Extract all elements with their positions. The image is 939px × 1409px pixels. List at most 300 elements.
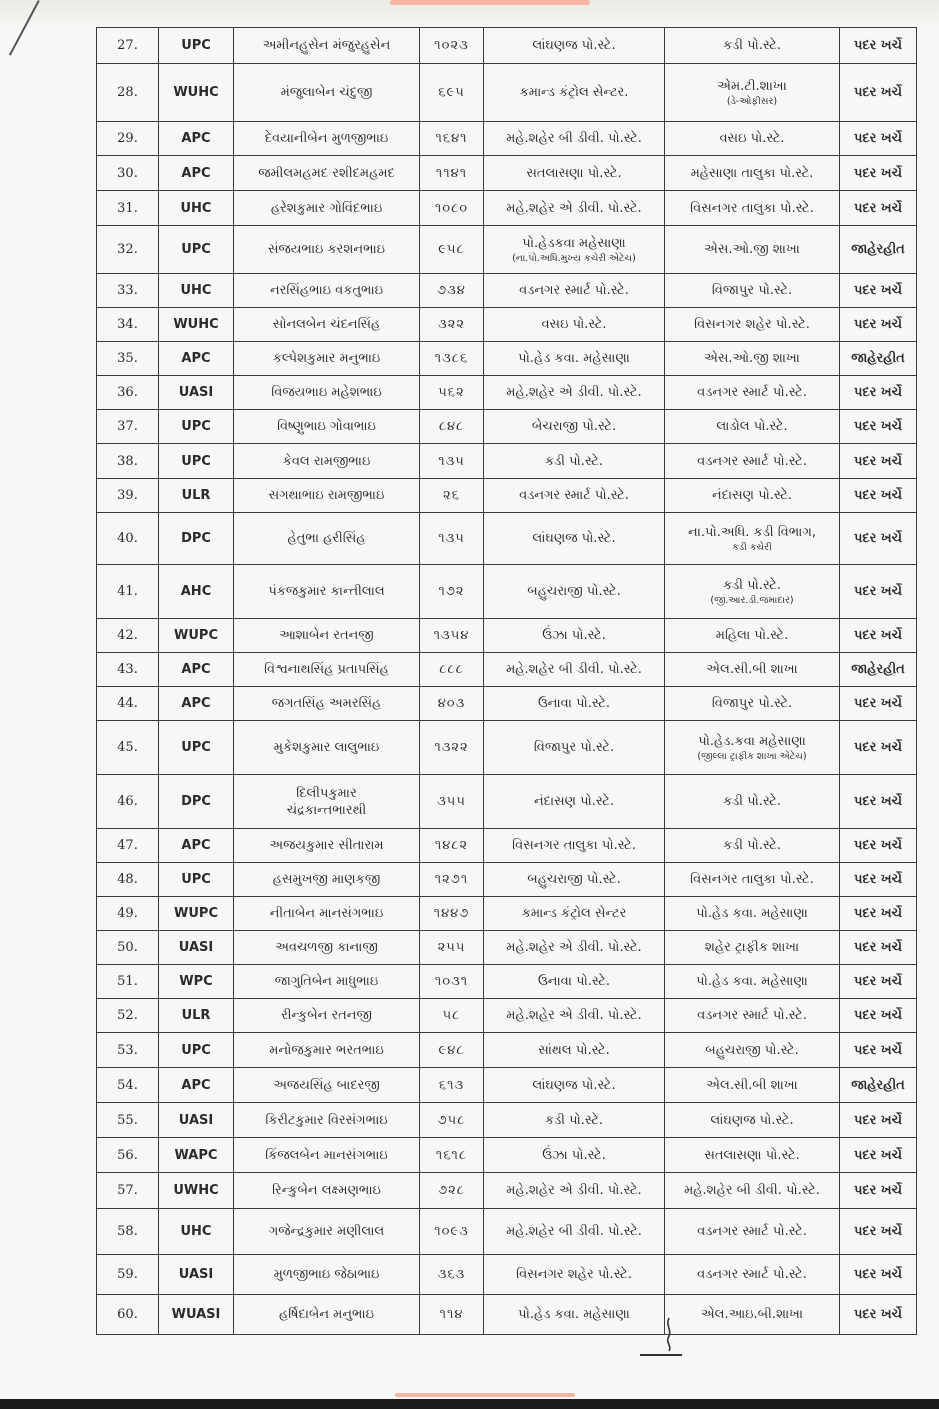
serial-number-cell bbox=[97, 1173, 159, 1209]
to-posting-cell bbox=[665, 1103, 840, 1138]
buckle-number-cell bbox=[420, 308, 484, 342]
to-posting-subline: (ડે-ઓફીસર) bbox=[726, 95, 778, 107]
serial-number-text: 32. bbox=[117, 242, 138, 257]
buckle-number-text: ૧૪૪૭ bbox=[433, 906, 470, 921]
to-posting-text: વડનગર સ્માર્ટ પો.સ્ટે. bbox=[697, 385, 807, 400]
buckle-number-text: ૭૨૮ bbox=[438, 1183, 465, 1198]
transfer-type-cell bbox=[840, 775, 917, 829]
to-posting-text: વડનગર સ્માર્ટ પો.સ્ટે. bbox=[697, 453, 807, 469]
to-posting-cell bbox=[665, 513, 840, 565]
to-posting-text: કડી પો.સ્ટે. bbox=[722, 577, 782, 593]
buckle-number-cell bbox=[420, 999, 484, 1033]
serial-number-cell bbox=[97, 619, 159, 653]
from-posting-text: વડનગર સ્માર્ટ પો.સ્ટે. bbox=[519, 488, 629, 503]
to-posting-cell bbox=[665, 1173, 840, 1209]
transfer-type-text: પદર ખર્ચે bbox=[853, 628, 903, 643]
table-row bbox=[97, 1033, 917, 1068]
transfer-type-cell bbox=[840, 28, 917, 64]
employee-name-cell bbox=[234, 619, 420, 653]
buckle-number-cell bbox=[420, 122, 484, 156]
to-posting-text: મહે.શહેર બી ડીવી. પો.સ્ટે. bbox=[684, 1183, 820, 1198]
transfer-type-text: પદર ખર્ચે bbox=[853, 85, 903, 100]
rank-text: APC bbox=[181, 838, 211, 853]
employee-name-cell bbox=[234, 1138, 420, 1173]
rank-text: DPC bbox=[181, 531, 211, 546]
from-posting-text: મહે.શહેર બી ડીવી. પો.સ્ટે. bbox=[506, 1224, 642, 1239]
from-posting-text: મહે.શહેર એ ડીવી. પો.સ્ટે. bbox=[506, 1008, 642, 1023]
rank-cell bbox=[159, 308, 234, 342]
serial-number-cell bbox=[97, 863, 159, 897]
rank-cell bbox=[159, 28, 234, 64]
rank-cell bbox=[159, 226, 234, 274]
to-posting-cell bbox=[665, 156, 840, 191]
to-posting-cell bbox=[665, 308, 840, 342]
from-posting-cell bbox=[484, 156, 665, 191]
buckle-number-text: ૮૮૮ bbox=[439, 662, 464, 677]
serial-number-text: 59. bbox=[117, 1267, 138, 1282]
from-posting-cell bbox=[484, 513, 665, 565]
to-posting-text: વસઇ પો.સ્ટે. bbox=[719, 131, 785, 146]
serial-number-cell bbox=[97, 1033, 159, 1068]
serial-number-cell bbox=[97, 191, 159, 226]
buckle-number-text: ૭૩૪ bbox=[437, 283, 466, 298]
transfer-type-text: પદર ખર્ચે bbox=[853, 1042, 903, 1058]
rank-text: UPC bbox=[181, 740, 211, 755]
serial-number-cell bbox=[97, 64, 159, 122]
transfer-type-cell bbox=[840, 653, 917, 687]
table-row bbox=[97, 308, 917, 342]
transfer-type-text: પદર ખર્ચે bbox=[853, 283, 903, 298]
rank-cell bbox=[159, 829, 234, 863]
transfer-type-text: પદર ખર્ચે bbox=[853, 131, 903, 146]
from-posting-text: કમાન્ડ કંટ્રોલ સેન્ટર bbox=[521, 906, 627, 921]
transfer-type-cell bbox=[840, 122, 917, 156]
from-posting-cell bbox=[484, 1255, 665, 1295]
rank-cell bbox=[159, 931, 234, 965]
serial-number-cell bbox=[97, 308, 159, 342]
rank-cell bbox=[159, 965, 234, 999]
rank-cell bbox=[159, 479, 234, 513]
table-row bbox=[97, 1103, 917, 1138]
rank-text: APC bbox=[181, 351, 211, 366]
transfer-type-text: જાહેરહીત bbox=[851, 351, 905, 366]
rank-text: DPC bbox=[181, 794, 211, 809]
serial-number-cell bbox=[97, 410, 159, 444]
from-posting-text: બેચરાજી પો.સ્ટે. bbox=[531, 419, 617, 434]
serial-number-text: 36. bbox=[117, 385, 138, 400]
from-posting-cell bbox=[484, 444, 665, 479]
from-posting-cell bbox=[484, 308, 665, 342]
rank-cell bbox=[159, 156, 234, 191]
buckle-number-cell bbox=[420, 64, 484, 122]
employee-name-cell bbox=[234, 1295, 420, 1335]
employee-name-cell bbox=[234, 479, 420, 513]
to-posting-text: બહુચરાજી પો.સ્ટે. bbox=[705, 1042, 799, 1058]
from-posting-text: વિજાપુર પો.સ્ટે. bbox=[533, 740, 615, 755]
to-posting-cell bbox=[665, 829, 840, 863]
rank-cell bbox=[159, 1103, 234, 1138]
serial-number-cell bbox=[97, 1103, 159, 1138]
serial-number-text: 48. bbox=[117, 872, 138, 887]
buckle-number-text: ૧૩૨૨ bbox=[434, 740, 469, 755]
from-posting-text: ઉંઝા પો.સ્ટે. bbox=[542, 628, 606, 643]
table-row bbox=[97, 376, 917, 410]
table-row bbox=[97, 931, 917, 965]
buckle-number-text: ૮૪૮ bbox=[438, 419, 465, 434]
serial-number-cell bbox=[97, 653, 159, 687]
serial-number-text: 30. bbox=[117, 165, 138, 181]
serial-number-text: 45. bbox=[117, 740, 138, 755]
employee-name-cell bbox=[234, 342, 420, 376]
buckle-number-text: ૩૬૩ bbox=[437, 1267, 466, 1282]
transfer-type-text: પદર ખર્ચે bbox=[853, 1267, 903, 1282]
buckle-number-text: ૧૨૭૧ bbox=[434, 872, 469, 887]
rank-cell bbox=[159, 863, 234, 897]
transfer-type-cell bbox=[840, 1209, 917, 1255]
serial-number-cell bbox=[97, 376, 159, 410]
to-posting-cell bbox=[665, 479, 840, 513]
to-posting-subline: (જી.આર.ડી.જમાદાર) bbox=[710, 594, 794, 606]
from-posting-cell bbox=[484, 721, 665, 775]
employee-name-cell bbox=[234, 721, 420, 775]
serial-number-cell bbox=[97, 775, 159, 829]
employee-name-cell bbox=[234, 64, 420, 122]
buckle-number-text: ૭૫૮ bbox=[437, 1112, 466, 1128]
from-posting-cell bbox=[484, 122, 665, 156]
transfer-type-text: પદર ખર્ચે bbox=[853, 940, 903, 955]
serial-number-text: 57. bbox=[117, 1183, 138, 1198]
transfer-type-cell bbox=[840, 721, 917, 775]
from-posting-text: લાંઘણજ પો.સ્ટે. bbox=[532, 38, 616, 53]
serial-number-text: 52. bbox=[117, 1008, 138, 1023]
from-posting-text: પો.હેડ કવા. મહેસાણા bbox=[518, 1307, 630, 1322]
rank-text: ULR bbox=[181, 488, 211, 503]
signature-underline bbox=[640, 1354, 682, 1356]
table-row bbox=[97, 721, 917, 775]
to-posting-cell bbox=[665, 376, 840, 410]
transfer-type-cell bbox=[840, 1103, 917, 1138]
table-row bbox=[97, 64, 917, 122]
from-posting-text: વડનગર સ્માર્ટ પો.સ્ટે. bbox=[519, 283, 629, 298]
employee-name-cell bbox=[234, 965, 420, 999]
rank-cell bbox=[159, 775, 234, 829]
transfer-type-text: પદર ખર્ચે bbox=[853, 872, 903, 887]
buckle-number-cell bbox=[420, 863, 484, 897]
from-posting-text: કમાન્ડ કંટ્રોલ સેન્ટર. bbox=[519, 85, 629, 100]
to-posting-cell bbox=[665, 565, 840, 619]
buckle-number-cell bbox=[420, 1173, 484, 1209]
table-row bbox=[97, 122, 917, 156]
rank-cell bbox=[159, 721, 234, 775]
employee-name-cell bbox=[234, 1103, 420, 1138]
transfer-type-cell bbox=[840, 863, 917, 897]
from-posting-text: મહે.શહેર એ ડીવી. પો.સ્ટે. bbox=[506, 385, 642, 400]
from-posting-cell bbox=[484, 226, 665, 274]
rank-text: UPC bbox=[181, 419, 211, 434]
serial-number-cell bbox=[97, 965, 159, 999]
buckle-number-text: ૯૫૮ bbox=[438, 242, 465, 257]
serial-number-text: 58. bbox=[117, 1224, 138, 1239]
from-posting-cell bbox=[484, 1295, 665, 1335]
rank-text: UASI bbox=[178, 1112, 214, 1128]
from-posting-cell bbox=[484, 1138, 665, 1173]
rank-cell bbox=[159, 122, 234, 156]
transfer-type-cell bbox=[840, 1255, 917, 1295]
rank-cell bbox=[159, 1255, 234, 1295]
employee-name-text: કલ્પેશકુમાર મનુભાઇ bbox=[272, 351, 381, 366]
transfer-type-cell bbox=[840, 191, 917, 226]
rank-cell bbox=[159, 1138, 234, 1173]
employee-name-cell bbox=[234, 28, 420, 64]
employee-name-cell bbox=[234, 444, 420, 479]
employee-name-text: મનોજકુમાર ભરતભાઇ bbox=[269, 1042, 384, 1058]
employee-name-text: સંજયભાઇ કરશનભાઇ bbox=[267, 242, 386, 257]
from-posting-text: મહે.શહેર એ ડીવી. પો.સ્ટે. bbox=[506, 940, 642, 955]
serial-number-text: 33. bbox=[117, 283, 138, 298]
employee-name-subline: ચંદ્રકાન્તભારથી bbox=[286, 802, 367, 818]
buckle-number-cell bbox=[420, 1255, 484, 1295]
to-posting-cell bbox=[665, 1033, 840, 1068]
employee-name-text: સોનલબેન ચંદનસિંહ bbox=[272, 317, 381, 332]
employee-name-cell bbox=[234, 122, 420, 156]
employee-name-text: મુકેશકુમાર લાલુભાઇ bbox=[273, 740, 380, 755]
to-posting-text: ના.પો.અધિ. કડી વિભાગ, bbox=[688, 524, 816, 540]
buckle-number-cell bbox=[420, 965, 484, 999]
serial-number-text: 39. bbox=[117, 488, 138, 503]
buckle-number-cell bbox=[420, 653, 484, 687]
buckle-number-text: ૧૦૩૧ bbox=[434, 974, 469, 989]
buckle-number-cell bbox=[420, 619, 484, 653]
bottom-screen-bar bbox=[0, 1399, 939, 1409]
transfer-type-cell bbox=[840, 342, 917, 376]
buckle-number-cell bbox=[420, 931, 484, 965]
serial-number-text: 34. bbox=[117, 317, 138, 332]
to-posting-cell bbox=[665, 999, 840, 1033]
transfer-type-text: પદર ખર્ચે bbox=[853, 794, 903, 809]
buckle-number-cell bbox=[420, 687, 484, 721]
rank-cell bbox=[159, 1033, 234, 1068]
to-posting-cell bbox=[665, 191, 840, 226]
to-posting-subline: (જીલ્લા ટ્રાફીક શાખા એટેચ) bbox=[697, 750, 807, 762]
serial-number-text: 46. bbox=[117, 794, 138, 809]
table-row bbox=[97, 1209, 917, 1255]
employee-name-cell bbox=[234, 1173, 420, 1209]
rank-cell bbox=[159, 444, 234, 479]
buckle-number-cell bbox=[420, 829, 484, 863]
rank-text: UASI bbox=[178, 1267, 214, 1282]
table-row bbox=[97, 342, 917, 376]
from-posting-text: ઉનાવા પો.સ્ટે. bbox=[537, 696, 611, 711]
table-row bbox=[97, 1173, 917, 1209]
transfer-type-cell bbox=[840, 1173, 917, 1209]
table-row bbox=[97, 897, 917, 931]
transfer-type-text: પદર ખર્ચે bbox=[853, 1183, 903, 1198]
to-posting-cell bbox=[665, 28, 840, 64]
employee-name-text: આશાબેન રતનજી bbox=[279, 628, 374, 643]
bottom-accent-strip bbox=[395, 1393, 575, 1397]
buckle-number-text: ૧૬૧૮ bbox=[435, 1147, 468, 1163]
rank-cell bbox=[159, 687, 234, 721]
table-row bbox=[97, 191, 917, 226]
buckle-number-text: ૩૨૨ bbox=[438, 317, 465, 332]
from-posting-cell bbox=[484, 863, 665, 897]
buckle-number-text: ૧૩૫૪ bbox=[433, 628, 470, 643]
from-posting-text: મહે.શહેર બી ડીવી. પો.સ્ટે. bbox=[506, 131, 642, 146]
buckle-number-text: ૨૫૫ bbox=[437, 940, 466, 955]
rank-text: APC bbox=[181, 1077, 211, 1093]
rank-cell bbox=[159, 64, 234, 122]
employee-name-text: મુળજીભાઇ જેઠાભાઇ bbox=[273, 1267, 380, 1282]
signature-mark bbox=[663, 1316, 675, 1352]
employee-name-text: કેવલ રામજીભાઇ bbox=[282, 453, 371, 469]
to-posting-text: એસ.ઓ.જી શાખા bbox=[704, 242, 800, 257]
serial-number-text: 37. bbox=[117, 419, 138, 434]
table-row bbox=[97, 863, 917, 897]
from-posting-cell bbox=[484, 965, 665, 999]
employee-name-cell bbox=[234, 863, 420, 897]
transfer-type-cell bbox=[840, 444, 917, 479]
serial-number-cell bbox=[97, 1295, 159, 1335]
buckle-number-cell bbox=[420, 479, 484, 513]
from-posting-cell bbox=[484, 1103, 665, 1138]
from-posting-cell bbox=[484, 342, 665, 376]
serial-number-text: 60. bbox=[117, 1307, 138, 1322]
table-row bbox=[97, 565, 917, 619]
employee-name-text: વિષ્ણુભાઇ ગોવાભાઇ bbox=[277, 419, 376, 434]
employee-name-cell bbox=[234, 156, 420, 191]
employee-name-text: દિલીપકુમાર bbox=[296, 785, 357, 801]
buckle-number-cell bbox=[420, 342, 484, 376]
serial-number-cell bbox=[97, 1255, 159, 1295]
serial-number-cell bbox=[97, 156, 159, 191]
buckle-number-text: ૨૬ bbox=[443, 488, 460, 503]
serial-number-text: 47. bbox=[117, 838, 138, 853]
serial-number-text: 29. bbox=[117, 131, 138, 146]
employee-name-text: સગથાભાઇ રામજીભાઇ bbox=[268, 488, 385, 503]
top-accent-strip bbox=[390, 0, 590, 5]
rank-cell bbox=[159, 376, 234, 410]
buckle-number-text: ૧૩૫ bbox=[438, 453, 465, 469]
from-posting-cell bbox=[484, 775, 665, 829]
serial-number-text: 50. bbox=[117, 940, 138, 955]
to-posting-text: કડી પો.સ્ટે. bbox=[722, 794, 782, 809]
from-posting-cell bbox=[484, 479, 665, 513]
from-posting-text: બહુચરાજી પો.સ્ટે. bbox=[527, 584, 621, 599]
rank-cell bbox=[159, 653, 234, 687]
to-posting-cell bbox=[665, 274, 840, 308]
employee-name-cell bbox=[234, 191, 420, 226]
rank-cell bbox=[159, 1173, 234, 1209]
transfer-type-text: પદર ખર્ચે bbox=[853, 488, 903, 503]
serial-number-text: 41. bbox=[117, 584, 138, 599]
serial-number-text: 43. bbox=[117, 662, 138, 677]
table-row bbox=[97, 999, 917, 1033]
transfer-type-cell bbox=[840, 308, 917, 342]
employee-name-cell bbox=[234, 999, 420, 1033]
buckle-number-text: ૧૪૮૨ bbox=[434, 838, 469, 853]
employee-name-text: અમીનહુસેન મંજુરહુસેન bbox=[262, 38, 391, 53]
from-posting-text: મહે.શહેર એ ડીવી. પો.સ્ટે. bbox=[506, 1183, 642, 1198]
transfer-type-text: પદર ખર્ચે bbox=[853, 906, 903, 921]
buckle-number-text: ૧૧૪ bbox=[439, 1307, 464, 1322]
serial-number-text: 56. bbox=[117, 1147, 138, 1163]
to-posting-text: એલ.સી.બી શાખા bbox=[706, 1077, 798, 1093]
to-posting-cell bbox=[665, 653, 840, 687]
transfer-type-cell bbox=[840, 479, 917, 513]
rank-cell bbox=[159, 1068, 234, 1103]
transfer-type-cell bbox=[840, 931, 917, 965]
buckle-number-text: ૫૮ bbox=[442, 1008, 461, 1023]
table-row bbox=[97, 28, 917, 64]
employee-name-text: હર્ષિદાબેન મનુભાઇ bbox=[279, 1307, 374, 1322]
buckle-number-cell bbox=[420, 156, 484, 191]
to-posting-cell bbox=[665, 444, 840, 479]
serial-number-cell bbox=[97, 28, 159, 64]
employee-name-cell bbox=[234, 653, 420, 687]
to-posting-text: સતલાસણા પો.સ્ટે. bbox=[704, 1147, 800, 1163]
transfer-type-text: પદર ખર્ચે bbox=[853, 696, 903, 711]
from-posting-text: કડી પો.સ્ટે. bbox=[544, 453, 604, 469]
to-posting-cell bbox=[665, 410, 840, 444]
serial-number-text: 54. bbox=[117, 1077, 138, 1093]
rank-text: UPC bbox=[181, 872, 211, 887]
transfer-type-text: જાહેરહીત bbox=[851, 1077, 905, 1093]
transfer-type-cell bbox=[840, 226, 917, 274]
transfer-type-cell bbox=[840, 410, 917, 444]
rank-text: UASI bbox=[178, 385, 214, 400]
rank-cell bbox=[159, 342, 234, 376]
to-posting-cell bbox=[665, 863, 840, 897]
employee-name-cell bbox=[234, 1209, 420, 1255]
employee-name-text: દેવયાનીબેન મુળજીભાઇ bbox=[264, 131, 389, 146]
from-posting-text: ઉનાવા પો.સ્ટે. bbox=[537, 974, 611, 989]
serial-number-cell bbox=[97, 829, 159, 863]
to-posting-text: લાડોલ પો.સ્ટે. bbox=[716, 419, 788, 434]
transfer-type-text: પદર ખર્ચે bbox=[853, 584, 903, 599]
employee-name-text: વિશ્વનાથસિંહ પ્રતાપસિંહ bbox=[264, 662, 389, 677]
serial-number-cell bbox=[97, 897, 159, 931]
transfer-type-text: પદર ખર્ચે bbox=[853, 38, 903, 53]
rank-text: APC bbox=[181, 696, 211, 711]
rank-text: UHC bbox=[180, 283, 212, 298]
to-posting-text: વિસનગર શહેર પો.સ્ટે. bbox=[694, 317, 810, 332]
serial-number-text: 53. bbox=[117, 1042, 138, 1058]
transfer-type-text: પદર ખર્ચે bbox=[853, 385, 903, 400]
transfer-type-cell bbox=[840, 156, 917, 191]
to-posting-cell bbox=[665, 1138, 840, 1173]
buckle-number-cell bbox=[420, 274, 484, 308]
employee-name-cell bbox=[234, 775, 420, 829]
to-posting-cell bbox=[665, 64, 840, 122]
from-posting-text: ઉંઝા પો.સ્ટે. bbox=[542, 1147, 606, 1163]
rank-text: UWHC bbox=[173, 1183, 219, 1198]
employee-name-cell bbox=[234, 1033, 420, 1068]
rank-cell bbox=[159, 191, 234, 226]
to-posting-cell bbox=[665, 721, 840, 775]
transfer-type-text: પદર ખર્ચે bbox=[853, 531, 903, 546]
transfer-type-text: પદર ખર્ચે bbox=[853, 838, 903, 853]
buckle-number-text: ૩૫૫ bbox=[437, 794, 466, 809]
serial-number-text: 27. bbox=[117, 38, 138, 53]
buckle-number-text: ૧૬૪૧ bbox=[435, 131, 468, 146]
employee-name-cell bbox=[234, 897, 420, 931]
serial-number-cell bbox=[97, 444, 159, 479]
rank-text: UPC bbox=[181, 38, 211, 53]
transfer-type-cell bbox=[840, 1138, 917, 1173]
serial-number-cell bbox=[97, 122, 159, 156]
buckle-number-cell bbox=[420, 513, 484, 565]
transfer-type-cell bbox=[840, 1295, 917, 1335]
